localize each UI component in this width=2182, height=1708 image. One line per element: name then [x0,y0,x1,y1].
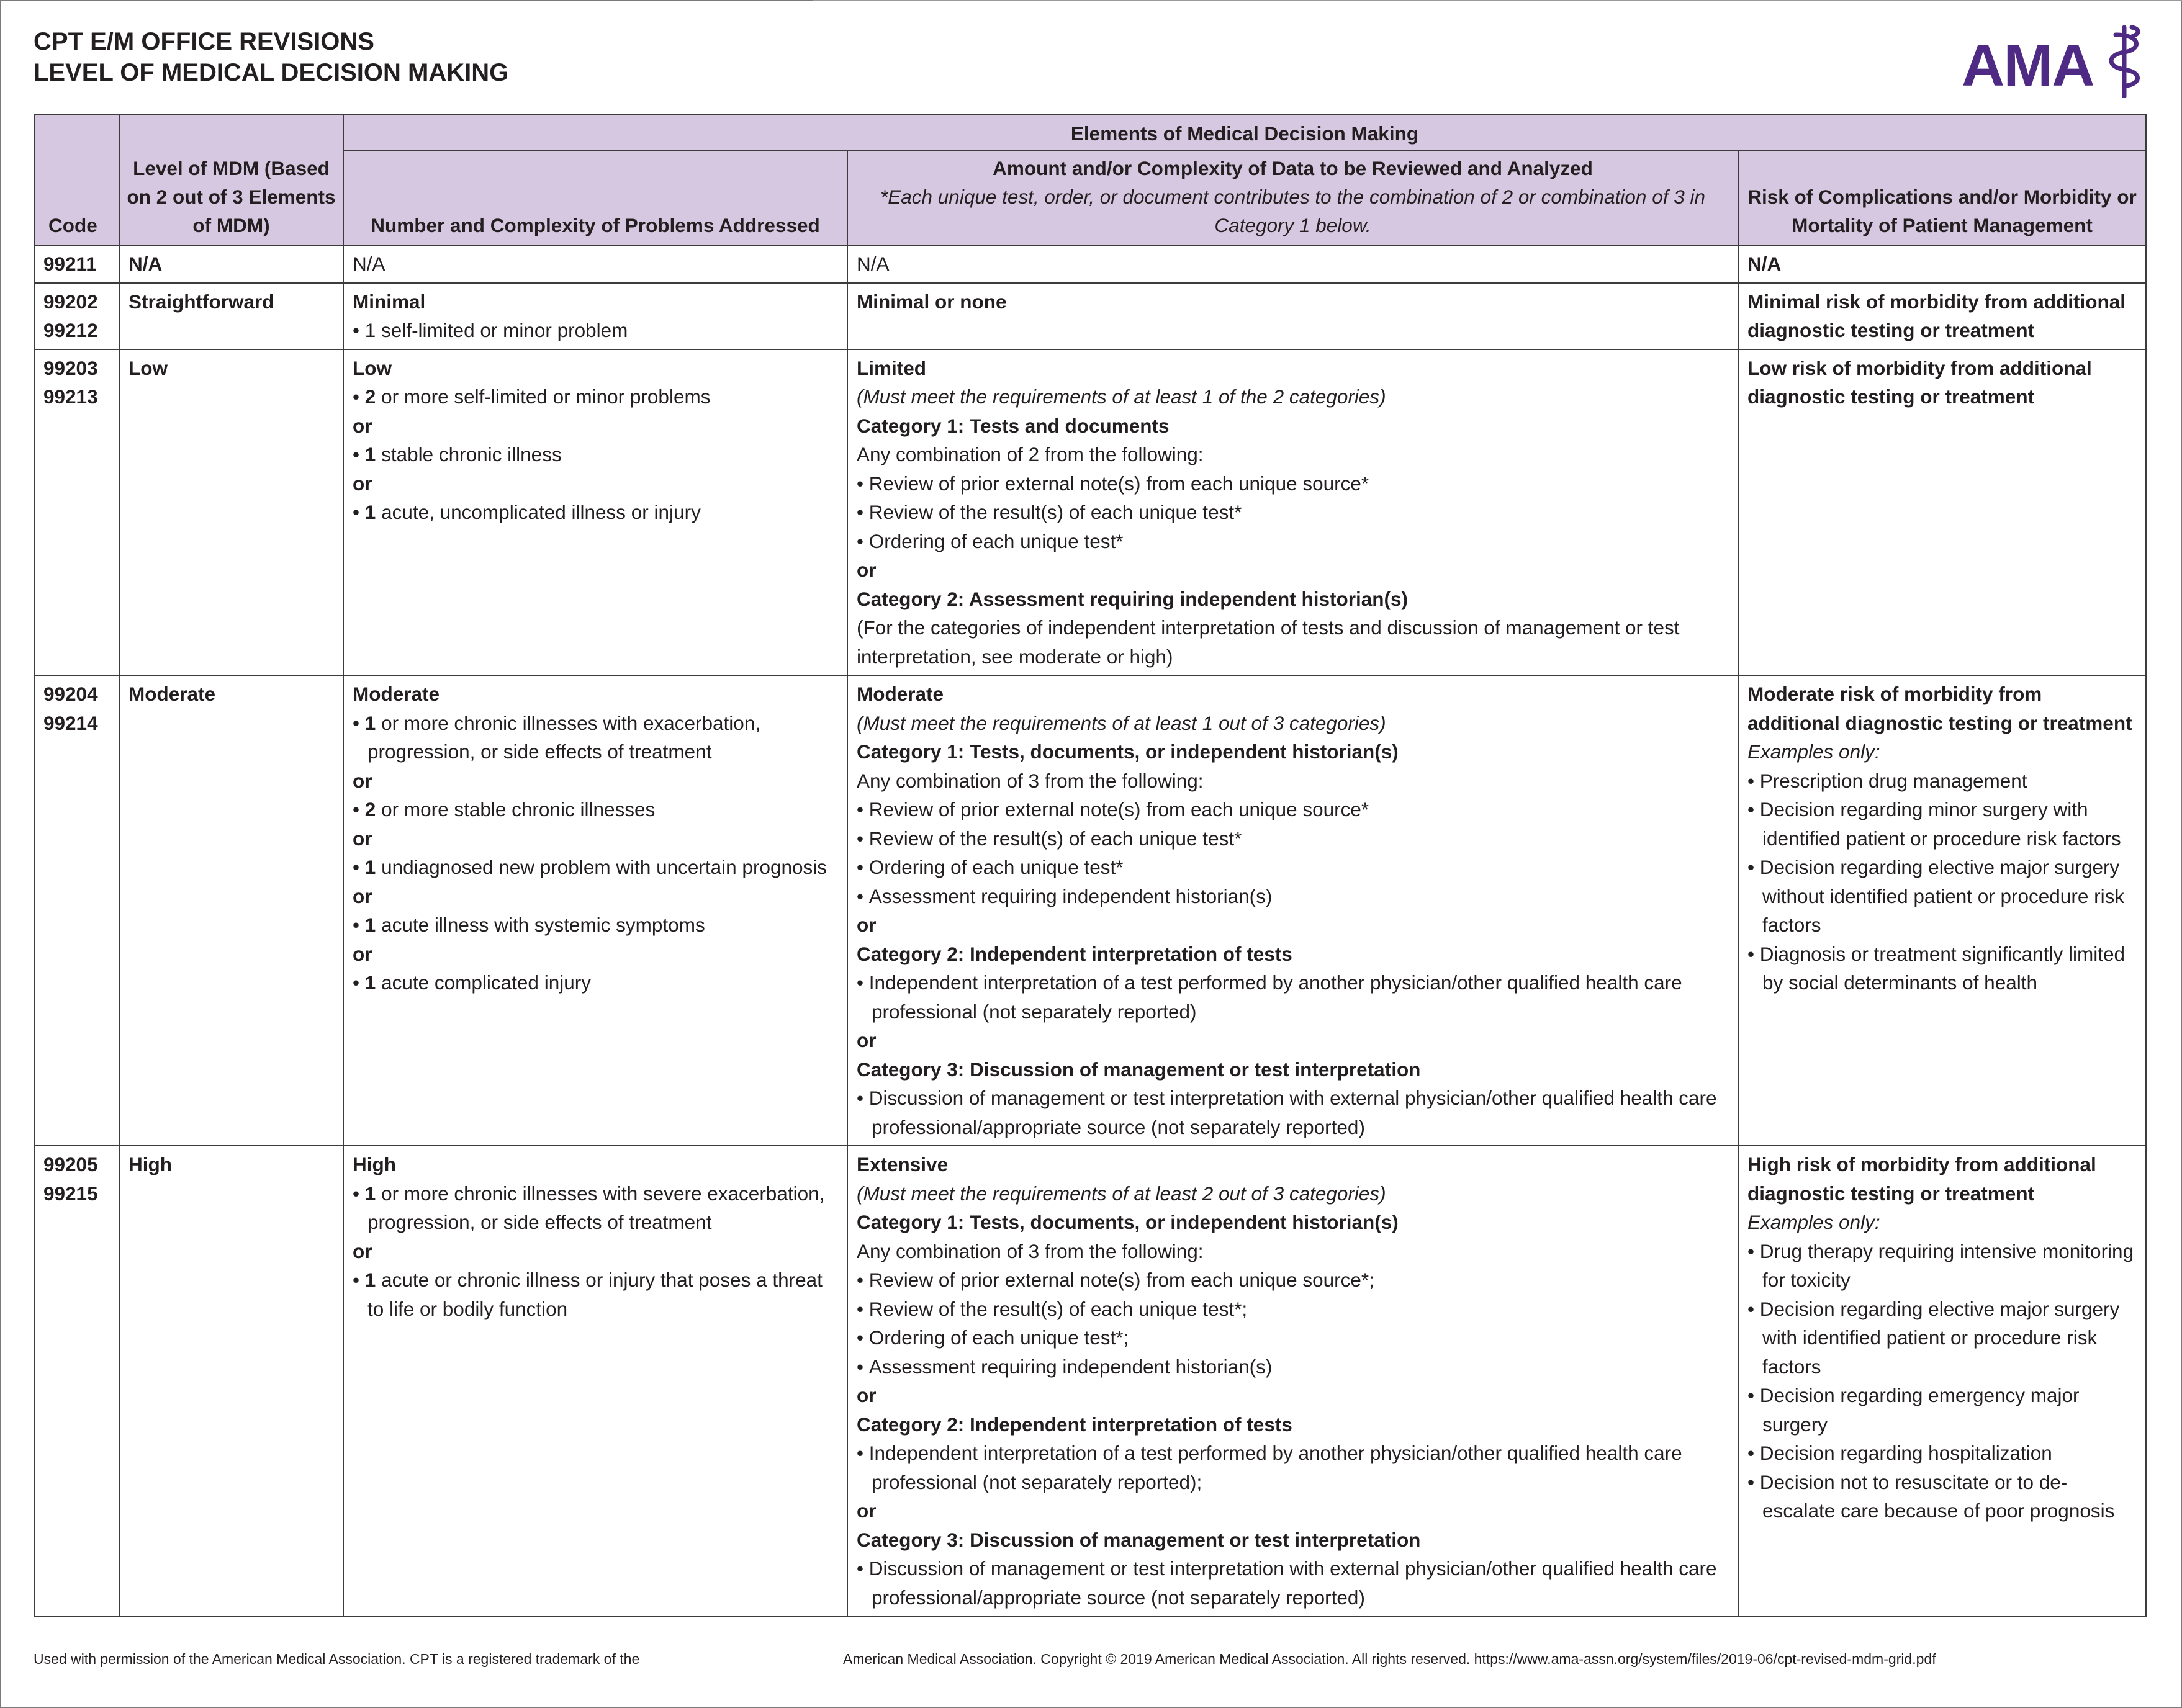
column-header-problems: Number and Complexity of Problems Addressed [343,151,847,245]
table-row-high [34,1146,2146,1616]
list-item: • Prescription drug management [1747,766,2137,796]
item-text: acute illness with systemic symptoms [376,914,705,936]
table-group-header-row [34,115,2146,151]
category-2-list [857,1439,1729,1496]
data-title: Limited [857,356,927,379]
problems-list [353,498,838,527]
risk-cell: N/A [1738,245,2146,283]
data-requirement: (Must meet the requirements of at least 2 out of 3 categories) [857,1182,1386,1205]
count: 1 [364,856,376,878]
code-value: 99214 [43,711,98,734]
or-separator: or [857,1384,877,1406]
level-cell: High [119,1146,343,1616]
list-item: • Ordering of each unique test*; [857,1323,1729,1352]
ama-logo-graphic [1962,24,2154,98]
item-text: undiagnosed new problem with uncertain prognosis [376,856,827,878]
list-item: • Decision regarding emergency major surgery [1747,1381,2137,1439]
column-header-data [847,151,1738,245]
list-item: • Decision not to resuscitate or to de-escalate care because of poor prognosis [1747,1468,2137,1526]
list-item: • Review of prior external note(s) from each unique source* [857,795,1729,824]
category-2-list [857,968,1729,1026]
category-3-title: Category 3: Discussion of management or test interpretation [857,1528,1421,1551]
page-title [34,26,508,88]
or-separator: or [353,769,372,792]
problems-title: Minimal [353,290,426,313]
problems-list [353,440,838,469]
level-cell: Straightforward [119,283,343,349]
list-item [353,910,838,940]
caduceus-icon [2111,27,2138,97]
problems-cell: N/A [343,245,847,283]
problems-list [353,1179,838,1237]
list-item: • Review of the result(s) of each unique test* [857,498,1729,527]
problems-list [353,910,838,940]
data-cell: N/A [847,245,1738,283]
list-item: • Review of the result(s) of each unique test*; [857,1295,1729,1324]
item-text: acute complicated injury [376,971,591,994]
problems-cell [343,1146,847,1616]
list-item: • Review of prior external note(s) from each unique source*; [857,1265,1729,1295]
list-item [353,968,838,997]
category-1-title: Category 1: Tests, documents, or independent historian(s) [857,1211,1399,1233]
problems-list [353,1265,838,1323]
count: 1 [364,443,376,465]
item-text: acute or chronic illness or injury that poses a threat to life or bodily function [367,1269,823,1320]
list-item: • Ordering of each unique test* [857,527,1729,556]
data-title: Moderate [857,683,944,705]
code-value: 99202 [43,290,98,313]
level-cell: Moderate [119,675,343,1146]
or-separator: or [353,827,372,850]
risk-examples-list [1747,766,2137,997]
top-rule [813,0,2182,1]
level-cell: Low [119,349,343,676]
list-item: • Independent interpretation of a test performed by another physician/other qualified health care professional (not separately reported); [857,1439,1729,1496]
list-item: • Decision regarding elective major surgery without identified patient or procedure risk factors [1747,853,2137,940]
data-requirement: (Must meet the requirements of at least 1 of the 2 categories) [857,385,1386,408]
level-cell: N/A [119,245,343,283]
count: 1 [364,711,376,734]
category-1-list [857,1265,1729,1381]
list-item [353,498,838,527]
column-header-data-note: *Each unique test, order, or document contributes to the combination of 2 or combination of 3 in Category 1 below. [880,186,1706,236]
ama-logo [1962,24,2154,98]
list-item [353,709,838,766]
category-2-title: Category 2: Independent interpretation of tests [857,942,1292,965]
or-separator: or [857,1499,877,1522]
list-item: • Review of the result(s) of each unique test* [857,824,1729,853]
category-1-intro: Any combination of 2 from the following: [857,443,1204,465]
title-line-2: LEVEL OF MEDICAL DECISION MAKING [34,59,509,86]
item-text: or more stable chronic illnesses [376,798,656,820]
footer-right: American Medical Association. Copyright © 2019 American Medical Association. All rights reserved. https://www.ama-assn.org/system/files/2019-06/cpt-revised-mdm-grid.pdf [843,1651,1936,1667]
risk-cell: Minimal risk of morbidity from additional diagnostic testing or treatment [1738,283,2146,349]
table-row-low [34,349,2146,676]
list-item: • Diagnosis or treatment significantly limited by social determinants of health [1747,940,2137,997]
data-cell [847,1146,1738,1616]
or-separator: or [353,942,372,965]
list-item: • Discussion of management or test interpretation with external physician/other qualified health care professional/appropriate source (not separately reported) [857,1084,1729,1141]
list-item: • Discussion of management or test interpretation with external physician/other qualified health care professional/appropriate source (not separately reported) [857,1554,1729,1612]
list-item [353,795,838,824]
category-3-list [857,1554,1729,1612]
column-header-code: Code [34,115,119,245]
table-header-row [34,151,2146,245]
risk-title: Moderate risk of morbidity from additional diagnostic testing or treatment [1747,683,2132,734]
list-item: • Ordering of each unique test* [857,853,1729,882]
column-header-risk: Risk of Complications and/or Morbidity or Mortality of Patient Management [1738,151,2146,245]
problems-cell [343,675,847,1146]
item-text: or more self-limited or minor problems [376,385,711,408]
data-title: Minimal or none [857,290,1007,313]
item-text: or more chronic illnesses with severe exacerbation, progression, or side effects of treatment [367,1182,825,1233]
risk-examples-list [1747,1237,2137,1526]
table-row-straightforward [34,283,2146,349]
count: 1 [364,1182,376,1205]
problems-list [353,382,838,411]
risk-cell [1738,1146,2146,1616]
data-cell [847,675,1738,1146]
list-item: • Drug therapy requiring intensive monitoring for toxicity [1747,1237,2137,1295]
or-separator: or [857,1029,877,1051]
risk-cell [1738,675,2146,1146]
category-1-intro: Any combination of 3 from the following: [857,769,1204,792]
code-value: 99213 [43,385,98,408]
category-1-list [857,795,1729,910]
category-1-title: Category 1: Tests and documents [857,414,1170,437]
category-2-title: Category 2: Independent interpretation of tests [857,1413,1292,1436]
count: 2 [364,385,376,408]
or-separator: or [353,472,372,495]
problems-title: High [353,1153,396,1175]
code-cell [34,349,119,676]
code-cell [34,283,119,349]
list-item [353,1179,838,1237]
problems-title: Moderate [353,683,440,705]
item-text: acute, uncomplicated illness or injury [376,501,701,523]
list-item [353,1265,838,1323]
or-separator: or [353,1239,372,1262]
problems-list [353,968,838,997]
category-3-title: Category 3: Discussion of management or test interpretation [857,1058,1421,1081]
footer-left: Used with permission of the American Medical Association. CPT is a registered trademark of the [34,1651,640,1667]
data-cell [847,283,1738,349]
risk-cell: Low risk of morbidity from additional diagnostic testing or treatment [1738,349,2146,676]
table-row-99211 [34,245,2146,283]
code-cell: 99211 [34,245,119,283]
or-separator: or [353,884,372,907]
data-title: Extensive [857,1153,949,1175]
item-text: stable chronic illness [376,443,562,465]
list-item: • Assessment requiring independent historian(s) [857,882,1729,911]
code-value: 99203 [43,356,98,379]
risk-title: High risk of morbidity from additional diagnostic testing or treatment [1747,1153,2096,1205]
category-3-list [857,1084,1729,1141]
count: 1 [364,914,376,936]
column-header-data-title: Amount and/or Complexity of Data to be Reviewed and Analyzed [993,157,1593,179]
list-item: • Decision regarding minor surgery with identified patient or procedure risk factors [1747,795,2137,853]
item-text: or more chronic illnesses with exacerbation, progression, or side effects of treatment [367,711,761,763]
code-cell [34,675,119,1146]
list-item: • Decision regarding elective major surgery with identified patient or procedure risk factors [1747,1295,2137,1382]
or-separator: or [857,559,877,581]
count: 1 [364,971,376,994]
code-value: 99212 [43,319,98,341]
problems-list [353,853,838,882]
code-cell [34,1146,119,1616]
risk-examples-label: Examples only: [1747,1211,1880,1233]
count: 1 [364,501,376,523]
or-separator: or [857,914,877,936]
or-separator: or [353,414,372,437]
risk-examples-label: Examples only: [1747,740,1880,763]
problems-list [353,709,838,766]
problems-title: Low [353,356,392,379]
list-item: • Decision regarding hospitalization [1747,1439,2137,1468]
column-header-level: Level of MDM (Based on 2 out of 3 Elements of MDM) [119,115,343,245]
count: 1 [364,1269,376,1291]
ama-logo-text: AMA [1962,32,2094,98]
data-cell [847,349,1738,676]
count: 2 [364,798,376,820]
code-value: 99205 [43,1153,98,1175]
list-item: • Independent interpretation of a test performed by another physician/other qualified health care professional (not separately reported) [857,968,1729,1026]
category-1-intro: Any combination of 3 from the following: [857,1239,1204,1262]
list-item: • Assessment requiring independent historian(s) [857,1352,1729,1382]
list-item: • 1 self-limited or minor problem [353,316,838,345]
problems-list [353,795,838,824]
list-item: • Review of prior external note(s) from each unique source* [857,469,1729,498]
title-line-1: CPT E/M OFFICE REVISIONS [34,28,374,55]
column-group-header: Elements of Medical Decision Making [343,115,2146,151]
list-item [353,853,838,882]
code-value: 99215 [43,1182,98,1205]
problems-cell [343,283,847,349]
problems-list [353,316,838,345]
category-1-title: Category 1: Tests, documents, or independent historian(s) [857,740,1399,763]
problems-cell [343,349,847,676]
list-item [353,382,838,411]
list-item [353,440,838,469]
category-2-note: (For the categories of independent interpretation of tests and discussion of management or test interpretation, see moderate or high) [857,616,1680,668]
data-requirement: (Must meet the requirements of at least 1 out of 3 categories) [857,711,1386,734]
category-1-list [857,469,1729,556]
mdm-table [34,114,2147,1617]
category-2-title: Category 2: Assessment requiring independent historian(s) [857,587,1408,610]
code-value: 99204 [43,683,98,705]
table-row-moderate [34,675,2146,1146]
